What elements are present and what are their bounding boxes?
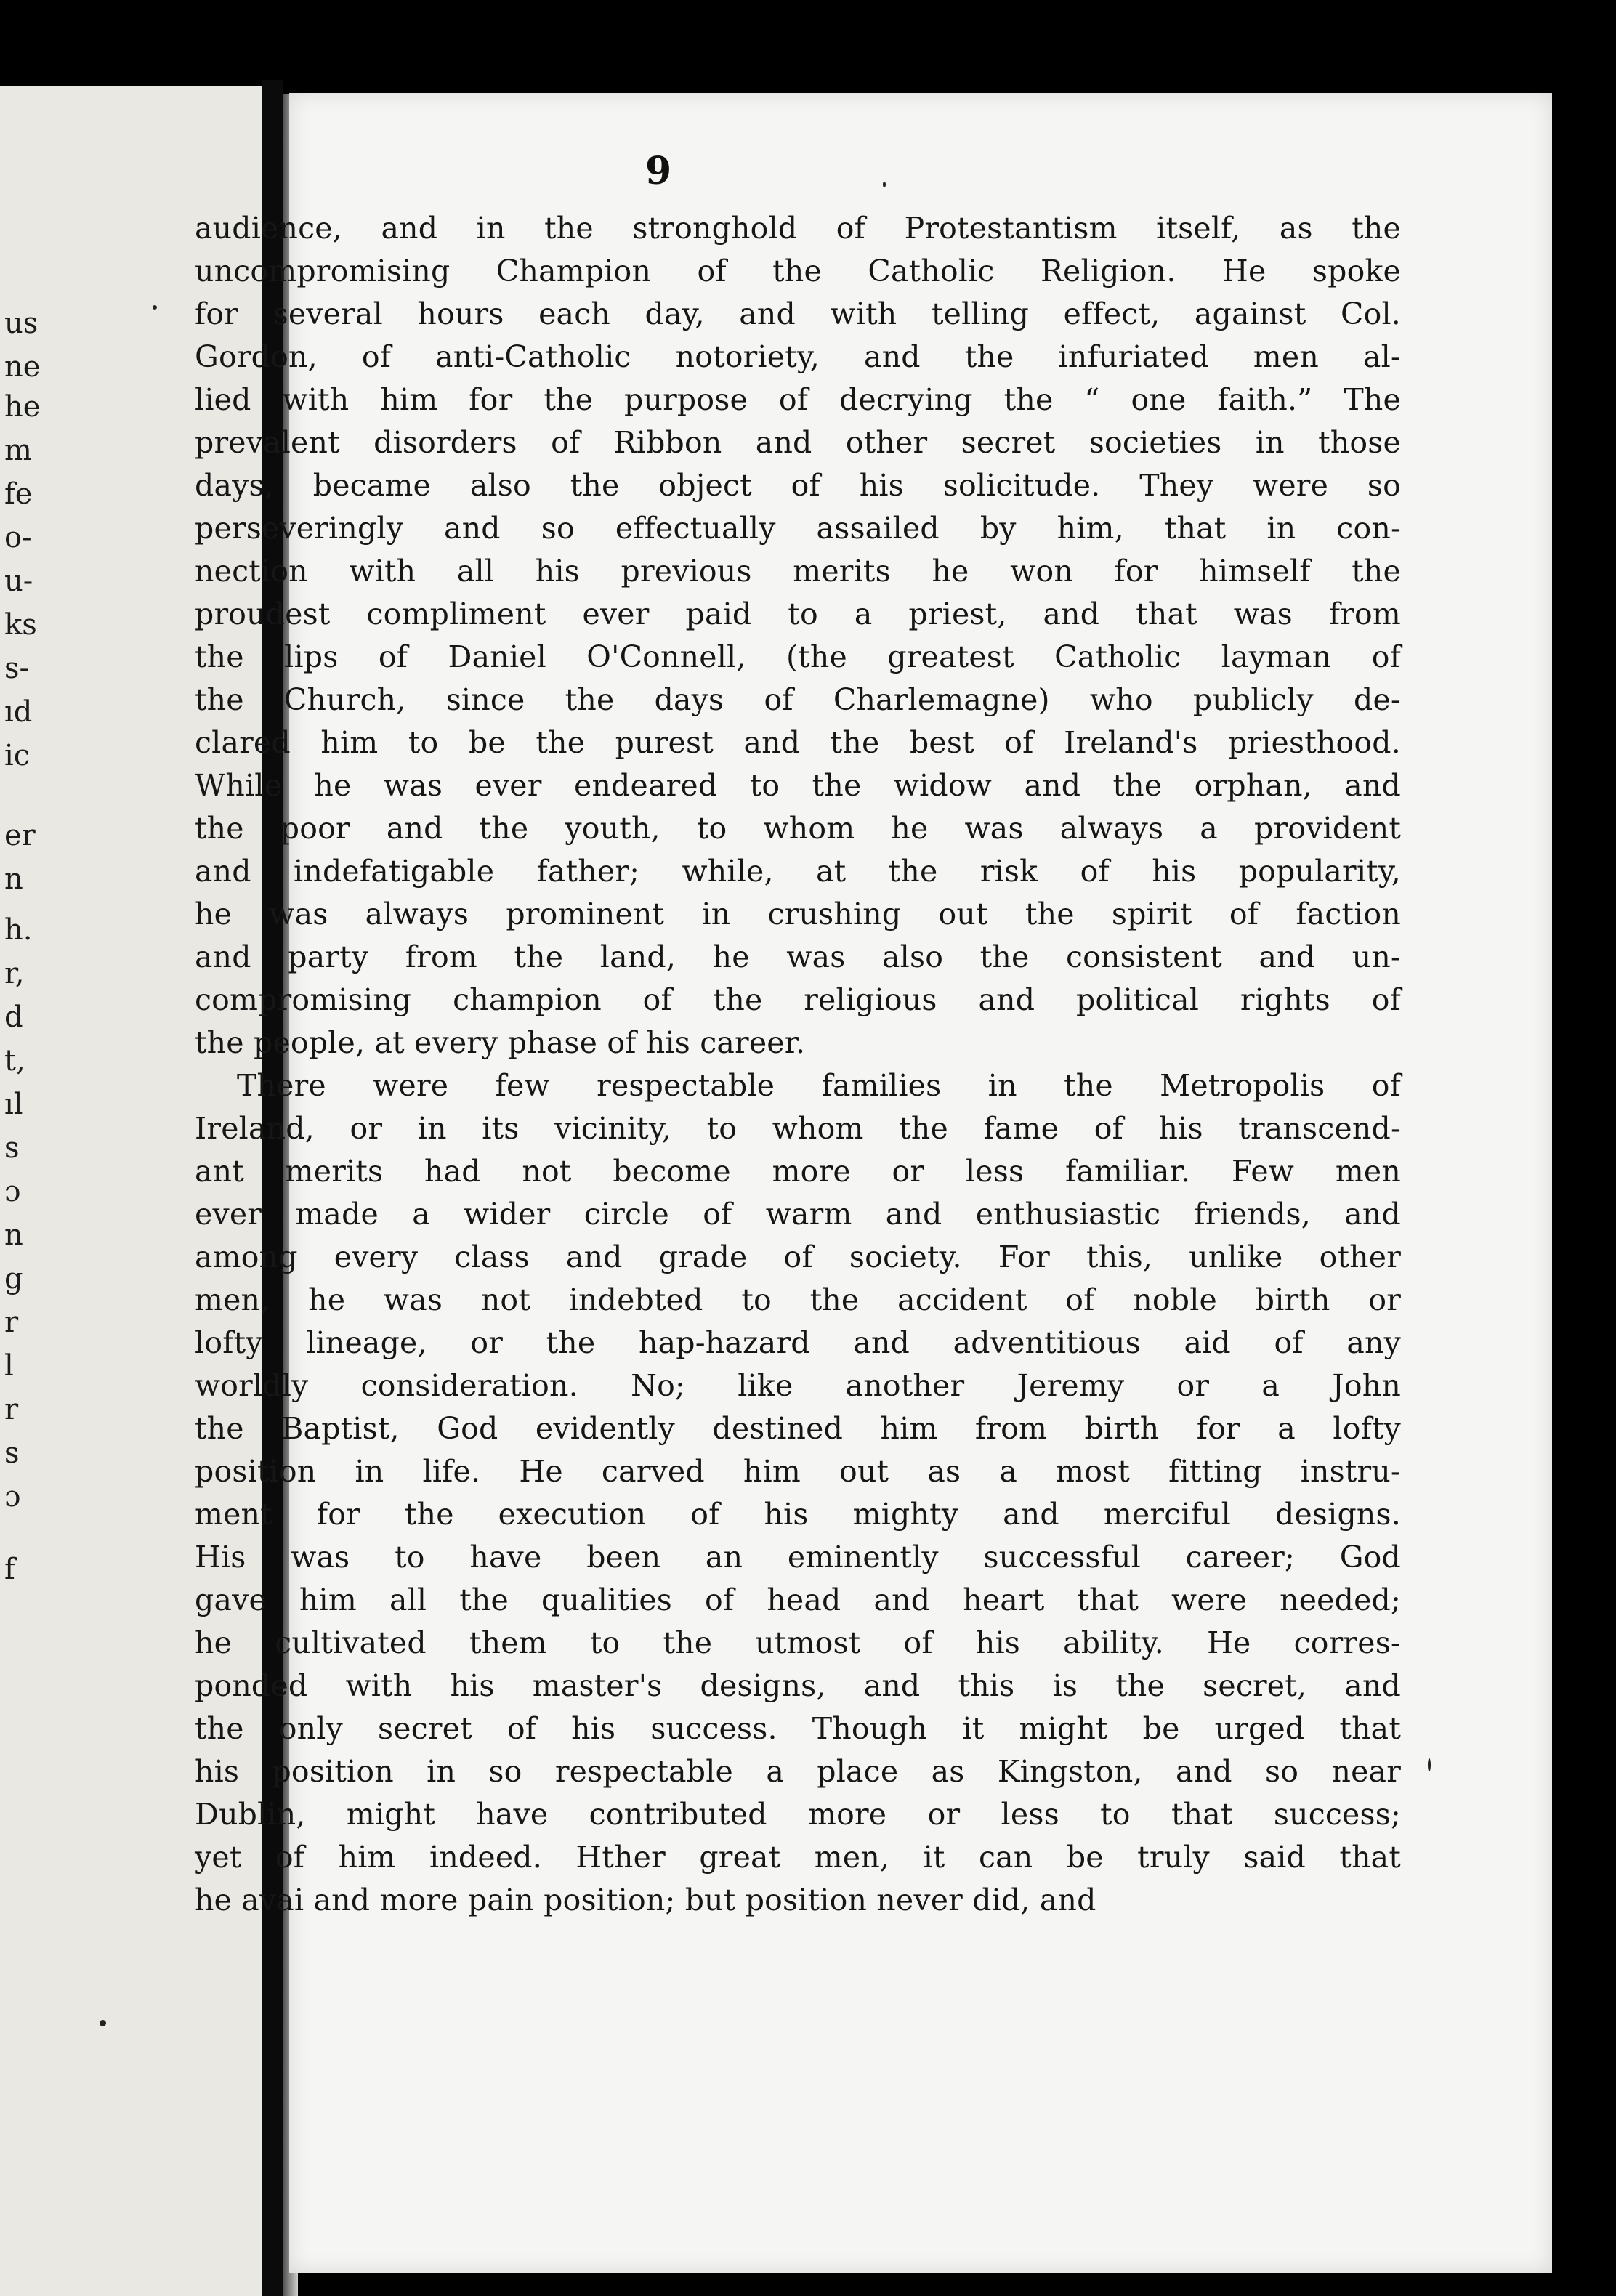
page-body-text <box>195 207 1401 1922</box>
text-line: worldly consideration. No; like another Jeremy or a John <box>195 1368 1401 1403</box>
previous-page-fragment: he <box>4 390 41 424</box>
previous-page-fragment: ic <box>4 739 31 772</box>
previous-page-fragment: fe <box>4 477 33 511</box>
text-line: nection with all his previous merits he won for himself the <box>195 554 1401 589</box>
previous-page-fragment: g <box>4 1262 23 1295</box>
text-line: for several hours each day, and with telling effect, against Col. <box>195 296 1401 331</box>
previous-page-fragment: ɔ <box>4 1480 21 1513</box>
page-number: 9 <box>645 149 672 193</box>
previous-page-fragment: t, <box>4 1044 25 1078</box>
text-line: and party from the land, he was also the consistent and un- <box>195 939 1401 974</box>
previous-page-fragment: l <box>4 1349 14 1383</box>
previous-page-fragment: r <box>4 1306 19 1339</box>
previous-page-fragment: ks <box>4 608 37 642</box>
text-line: days, became also the object of his solicitude. They were so <box>195 468 1401 503</box>
previous-page-fragment: er <box>4 819 36 852</box>
previous-page-fragment: r, <box>4 957 25 990</box>
text-line: he avai and more pain position; but position never did, and <box>195 1883 1096 1917</box>
text-line: lied with him for the purpose of decrying the “ one faith.” The <box>195 382 1401 417</box>
text-line: the only secret of his success. Though it might be urged that <box>195 1711 1401 1746</box>
text-line: ment for the execution of his mighty and merciful designs. <box>195 1497 1401 1532</box>
scan-speck <box>100 2020 106 2026</box>
text-line: Ireland, or in its vicinity, to whom the fame of his transcend- <box>195 1111 1401 1146</box>
previous-page-fragment: ıl <box>4 1088 23 1121</box>
text-line: audience, and in the stronghold of Protestantism itself, as the <box>195 211 1401 246</box>
scan-speck <box>883 182 886 187</box>
text-line: men, he was not indebted to the accident of noble birth or <box>195 1282 1401 1317</box>
previous-page-fragment: ne <box>4 350 41 384</box>
text-line: the lips of Daniel O'Connell, (the greatest Catholic layman of <box>195 639 1401 674</box>
text-line: his position in so respectable a place as Kingston, and so near <box>195 1754 1401 1789</box>
text-line: and indefatigable father; while, at the risk of his popularity, <box>195 854 1401 889</box>
scan-speck <box>1428 1758 1431 1771</box>
previous-page-fragment: f <box>4 1553 15 1586</box>
text-line: There were few respectable families in the Metropolis of <box>237 1068 1401 1103</box>
previous-page-fragment: ɔ <box>4 1175 21 1208</box>
previous-page-fragment: r <box>4 1393 19 1426</box>
text-line: While he was ever endeared to the widow and the orphan, and <box>195 768 1401 803</box>
text-line: the poor and the youth, to whom he was always a provident <box>195 811 1401 846</box>
previous-page-fragment: u- <box>4 565 33 598</box>
previous-page-fragment: s- <box>4 652 30 685</box>
text-line: position in life. He carved him out as a most fitting instru- <box>195 1454 1401 1489</box>
previous-page-fragment: ıd <box>4 695 33 729</box>
text-line: he cultivated them to the utmost of his ability. He corres- <box>195 1625 1401 1660</box>
previous-page-fragment: o- <box>4 521 32 554</box>
scan-speck <box>153 305 157 310</box>
previous-page-fragment: s <box>4 1436 20 1470</box>
text-line: ant merits had not become more or less familiar. Few men <box>195 1154 1401 1189</box>
text-line: perseveringly and so effectually assailed by him, that in con- <box>195 511 1401 546</box>
previous-page-fragment: n <box>4 862 23 896</box>
previous-page-fragment: s <box>4 1131 20 1165</box>
text-line: the Baptist, God evidently destined him from birth for a lofty <box>195 1411 1401 1446</box>
text-line: yet of him indeed. Hther great men, it can be truly said that <box>195 1840 1401 1875</box>
text-line: he was always prominent in crushing out the spirit of faction <box>195 897 1401 931</box>
previous-page-fragment: m <box>4 434 32 467</box>
text-line: ever made a wider circle of warm and enthusiastic friends, and <box>195 1197 1401 1232</box>
text-line: the people, at every phase of his career. <box>195 1025 806 1060</box>
text-line: Dublin, might have contributed more or less to that success; <box>195 1797 1401 1832</box>
text-line: the Church, since the days of Charlemagne) who publicly de- <box>195 682 1401 717</box>
text-line: uncompromising Champion of the Catholic Religion. He spoke <box>195 254 1401 288</box>
text-line: compromising champion of the religious and political rights of <box>195 982 1401 1017</box>
text-line: lofty lineage, or the hap-hazard and adventitious aid of any <box>195 1325 1401 1360</box>
previous-page-fragment: h. <box>4 913 33 947</box>
text-line: prevalent disorders of Ribbon and other secret societies in those <box>195 425 1401 460</box>
text-line: His was to have been an eminently successful career; God <box>195 1540 1401 1575</box>
text-line: Gordon, of anti-Catholic notoriety, and the infuriated men al- <box>195 339 1401 374</box>
text-line: among every class and grade of society. For this, unlike other <box>195 1240 1401 1274</box>
text-line: ponded with his master's designs, and this is the secret, and <box>195 1668 1401 1703</box>
previous-page-fragment: n <box>4 1218 23 1252</box>
previous-page-fragment: d <box>4 1001 23 1034</box>
text-line: proudest compliment ever paid to a priest, and that was from <box>195 597 1401 631</box>
text-line: clared him to be the purest and the best of Ireland's priesthood. <box>195 725 1401 760</box>
previous-page-fragment: us <box>4 307 39 340</box>
text-line: gave him all the qualities of head and heart that were needed; <box>195 1582 1401 1617</box>
